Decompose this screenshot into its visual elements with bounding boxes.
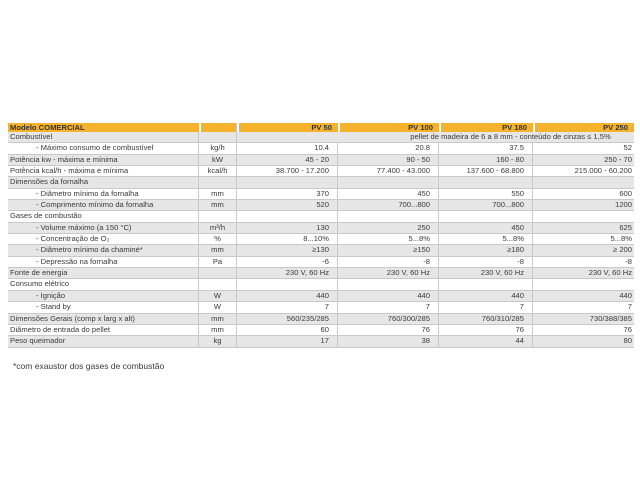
table-row [8,234,634,245]
row-value [439,177,533,188]
table-row [8,279,634,290]
row-value: 52 [533,143,634,154]
row-value: ≥130 [237,245,338,256]
row-label: - Máximo consumo de combustível [8,143,199,154]
row-label: - Diâmetro mínimo da fornalha [8,189,199,200]
row-value: 250 [338,223,439,234]
table-row [8,200,634,211]
row-value: 76 [439,325,533,336]
table-row [8,211,634,222]
row-value [439,279,533,290]
row-value: 5...8% [533,234,634,245]
row-value: 520 [237,200,338,211]
row-value: ≥ 200 [533,245,634,256]
table-row [8,314,634,325]
row-label: - Depressão na fornalha [8,257,199,268]
row-unit: kW [199,155,237,166]
row-unit [199,268,237,279]
row-value: 550 [439,189,533,200]
row-value: 76 [533,325,634,336]
row-value: 440 [533,291,634,302]
row-unit: mm [199,245,237,256]
row-unit [199,177,237,188]
table-row [8,223,634,234]
row-value [533,279,634,290]
table-row [8,291,634,302]
row-value [533,211,634,222]
row-unit [199,279,237,290]
table-row [8,166,634,177]
row-label: Potência kcal/h - máxima e mínima [8,166,199,177]
row-unit: mm [199,189,237,200]
row-value: 90 - 50 [338,155,439,166]
row-label: Dimensões da fornalha [8,177,199,188]
row-value [338,177,439,188]
row-label: - Diâmetro mínimo da chaminé* [8,245,199,256]
table-row [8,143,634,154]
row-value: 80 [533,336,634,347]
row-value: 230 V, 60 Hz [338,268,439,279]
row-value: 5...8% [338,234,439,245]
row-span-value: pellet de madeira de 6 a 8 mm - conteúdo de cinzas ≤ 1,5% [237,132,634,143]
row-label: Peso queimador [8,336,199,347]
row-value: 130 [237,223,338,234]
row-unit: kg [199,336,237,347]
row-value: 10.4 [237,143,338,154]
row-unit: % [199,234,237,245]
row-value: 230 V, 60 Hz [237,268,338,279]
row-label: Consumo elétrico [8,279,199,290]
row-value: 230 V, 60 Hz [439,268,533,279]
row-unit: W [199,291,237,302]
row-unit: mm [199,314,237,325]
row-value: 17 [237,336,338,347]
row-unit [199,132,237,143]
header-model: Modelo COMERCIAL [8,123,199,132]
row-value: 38 [338,336,439,347]
row-value: -8 [338,257,439,268]
row-value [533,177,634,188]
row-label: Dimensões Gerais (comp x larg x alt) [8,314,199,325]
spec-table-container [8,123,634,348]
row-value: 44 [439,336,533,347]
table-row [8,302,634,313]
header-unit [199,123,237,132]
row-value: 250 - 70 [533,155,634,166]
row-label: - Comprimento mínimo da fornalha [8,200,199,211]
row-value: 77.400 - 43.000 [338,166,439,177]
row-value: 625 [533,223,634,234]
row-label: Combustível [8,132,199,143]
header-pv100: PV 100 [338,123,439,132]
row-label: - Ignição [8,291,199,302]
row-value [338,211,439,222]
row-value: 38.700 - 17.200 [237,166,338,177]
header-pv50: PV 50 [237,123,338,132]
row-unit: m³/h [199,223,237,234]
row-value: -8 [439,257,533,268]
row-value: 730/388/385 [533,314,634,325]
footnote: *com exaustor dos gases de combustão [13,361,165,371]
row-value: 700...800 [439,200,533,211]
row-value: 5...8% [439,234,533,245]
row-unit: mm [199,325,237,336]
spec-table-body [8,123,634,348]
row-value: 7 [338,302,439,313]
table-row [8,257,634,268]
row-value [237,211,338,222]
spec-table [8,123,634,348]
row-value: 60 [237,325,338,336]
row-value: 600 [533,189,634,200]
table-row [8,245,634,256]
row-unit: Pa [199,257,237,268]
row-value: 700...800 [338,200,439,211]
row-value: 76 [338,325,439,336]
row-value: 37.5 [439,143,533,154]
row-value: 450 [439,223,533,234]
row-value: 1200 [533,200,634,211]
row-label: Diâmetro de entrada do pellet [8,325,199,336]
row-unit: W [199,302,237,313]
row-unit: kg/h [199,143,237,154]
row-value: -8 [533,257,634,268]
table-row [8,336,634,347]
row-unit: mm [199,200,237,211]
row-value: 137.600 - 68.800 [439,166,533,177]
row-value: 8...10% [237,234,338,245]
header-pv250: PV 250 [533,123,634,132]
row-value: ≥150 [338,245,439,256]
row-label: Fonte de energia [8,268,199,279]
row-value: 440 [237,291,338,302]
row-value: 560/235/285 [237,314,338,325]
table-row [8,132,634,143]
row-unit [199,211,237,222]
row-value: 230 V, 60 Hz [533,268,634,279]
row-value: 215.000 - 60.200 [533,166,634,177]
row-label: - Concentração de O₂ [8,234,199,245]
row-value: 20.8 [338,143,439,154]
row-value: ≥180 [439,245,533,256]
table-row [8,268,634,279]
row-label: - Volume máximo (a 150 °C) [8,223,199,234]
header-pv180: PV 180 [439,123,533,132]
table-row [8,177,634,188]
row-value: 370 [237,189,338,200]
row-value [237,177,338,188]
row-value: 45 - 20 [237,155,338,166]
row-label: - Stand by [8,302,199,313]
row-value: 7 [237,302,338,313]
table-row [8,155,634,166]
row-value: 160 - 80 [439,155,533,166]
row-value: 440 [338,291,439,302]
row-value: 440 [439,291,533,302]
row-value: -6 [237,257,338,268]
row-value: 760/310/285 [439,314,533,325]
row-unit: kcal/h [199,166,237,177]
row-value: 760/300/285 [338,314,439,325]
row-value [338,279,439,290]
row-value: 450 [338,189,439,200]
table-row [8,189,634,200]
row-value [439,211,533,222]
row-label: Potência kw - máxima e mínima [8,155,199,166]
row-label: Gases de combustão [8,211,199,222]
table-header-row [8,123,634,132]
table-row [8,325,634,336]
row-value: 7 [533,302,634,313]
row-value: 7 [439,302,533,313]
row-value [237,279,338,290]
